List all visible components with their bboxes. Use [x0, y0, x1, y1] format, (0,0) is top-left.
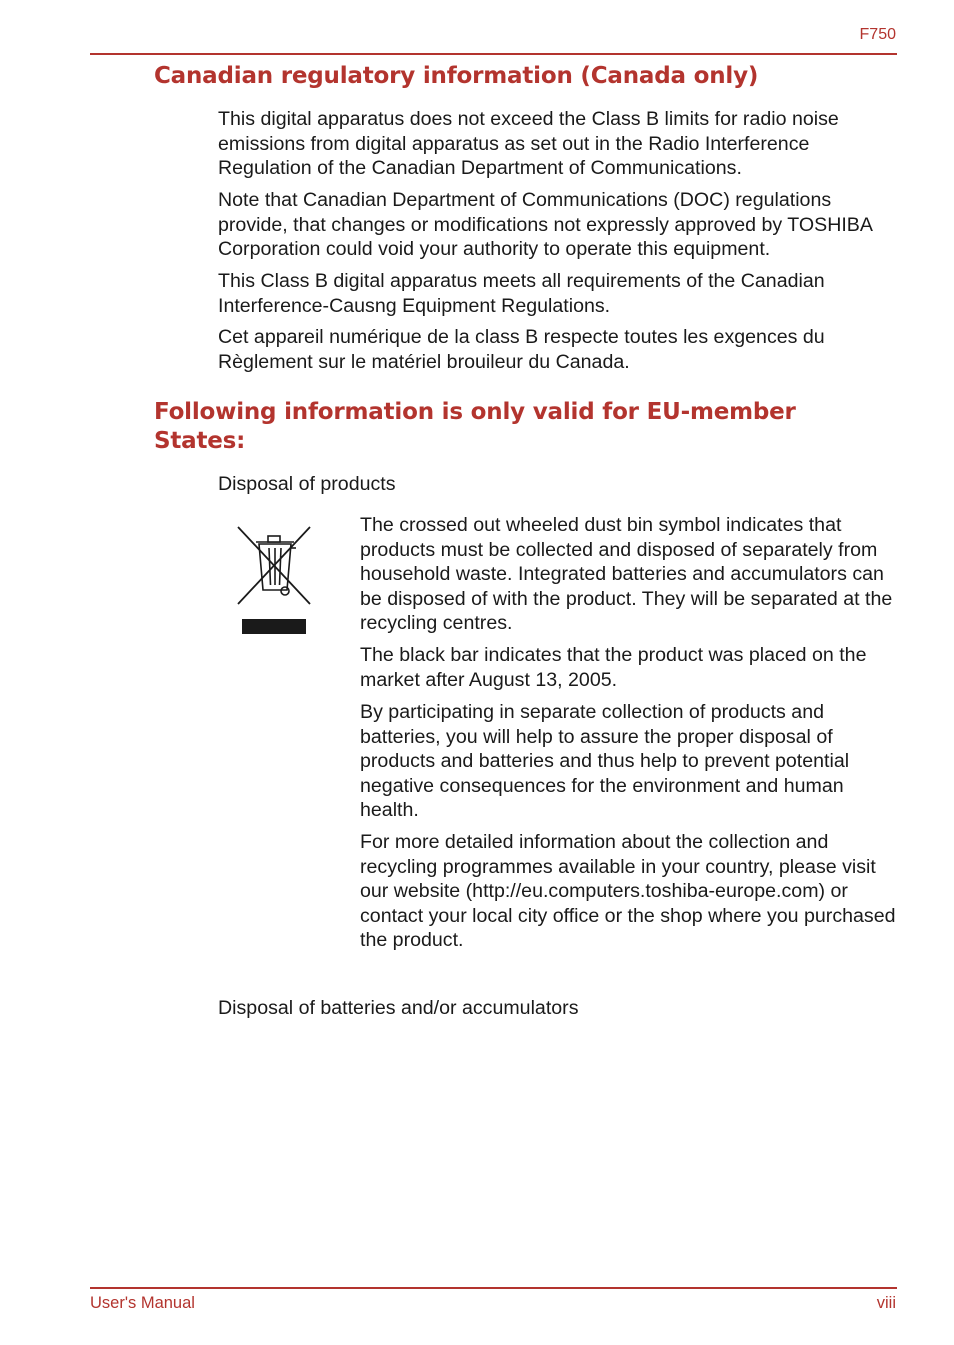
crossed-out-wheeled-bin-icon: [232, 522, 316, 636]
eu-paragraph-3: By participating in separate collection of products and batteries, you will help to assure the proper disposal of products and batteries and thus help to prevent potential negative consequences for the environment and human health.: [360, 701, 850, 822]
canada-paragraph-4: Cet appareil numérique de la class B respecte toutes les exgences du Règlement sur le matériel brouileur du Canada.: [218, 326, 825, 373]
eu-paragraph-1: The crossed out wheeled dust bin symbol indicates that products must be collected and disposed of separately from household waste. Integrated batteries and accumulators can be disposed of with the product. They will be separated at the recycling centres.: [360, 514, 893, 635]
footer-rule: [90, 1287, 897, 1289]
footer-manual-title: User's Manual: [90, 1294, 195, 1312]
eu-paragraph-4: For more detailed information about the collection and recycling programmes available in your country, please visit our website (http://eu.computers.toshiba-europe.com) or contact your local city office or the shop where you purchased the product.: [360, 831, 896, 952]
disposal-batteries-label: Disposal of batteries and/or accumulators: [218, 997, 579, 1019]
footer-page-number: viii: [876, 1294, 896, 1312]
canada-paragraph-1: This digital apparatus does not exceed the Class B limits for radio noise emissions from digital apparatus as set out in the Radio Interference Regulation of the Canadian Department of Communications.: [218, 108, 839, 180]
header-model-label: F750: [859, 26, 896, 43]
canada-paragraph-3: This Class B digital apparatus meets all requirements of the Canadian Interference-Causng Equipment Regulations.: [218, 270, 825, 317]
black-bar-mark: [242, 619, 306, 634]
section-title-canada: Canadian regulatory information (Canada only): [154, 63, 759, 89]
section-title-eu: Following information is only valid for EU-member States:: [154, 399, 796, 454]
canada-paragraph-2: Note that Canadian Department of Communications (DOC) regulations provide, that changes or modifications not expressly approved by TOSHIBA Corporation could void your authority to operate this equipment.: [218, 189, 872, 261]
header-rule: [90, 53, 897, 55]
disposal-products-label: Disposal of products: [218, 473, 396, 495]
eu-paragraph-2: The black bar indicates that the product was placed on the market after August 13, 2005.: [360, 644, 867, 691]
